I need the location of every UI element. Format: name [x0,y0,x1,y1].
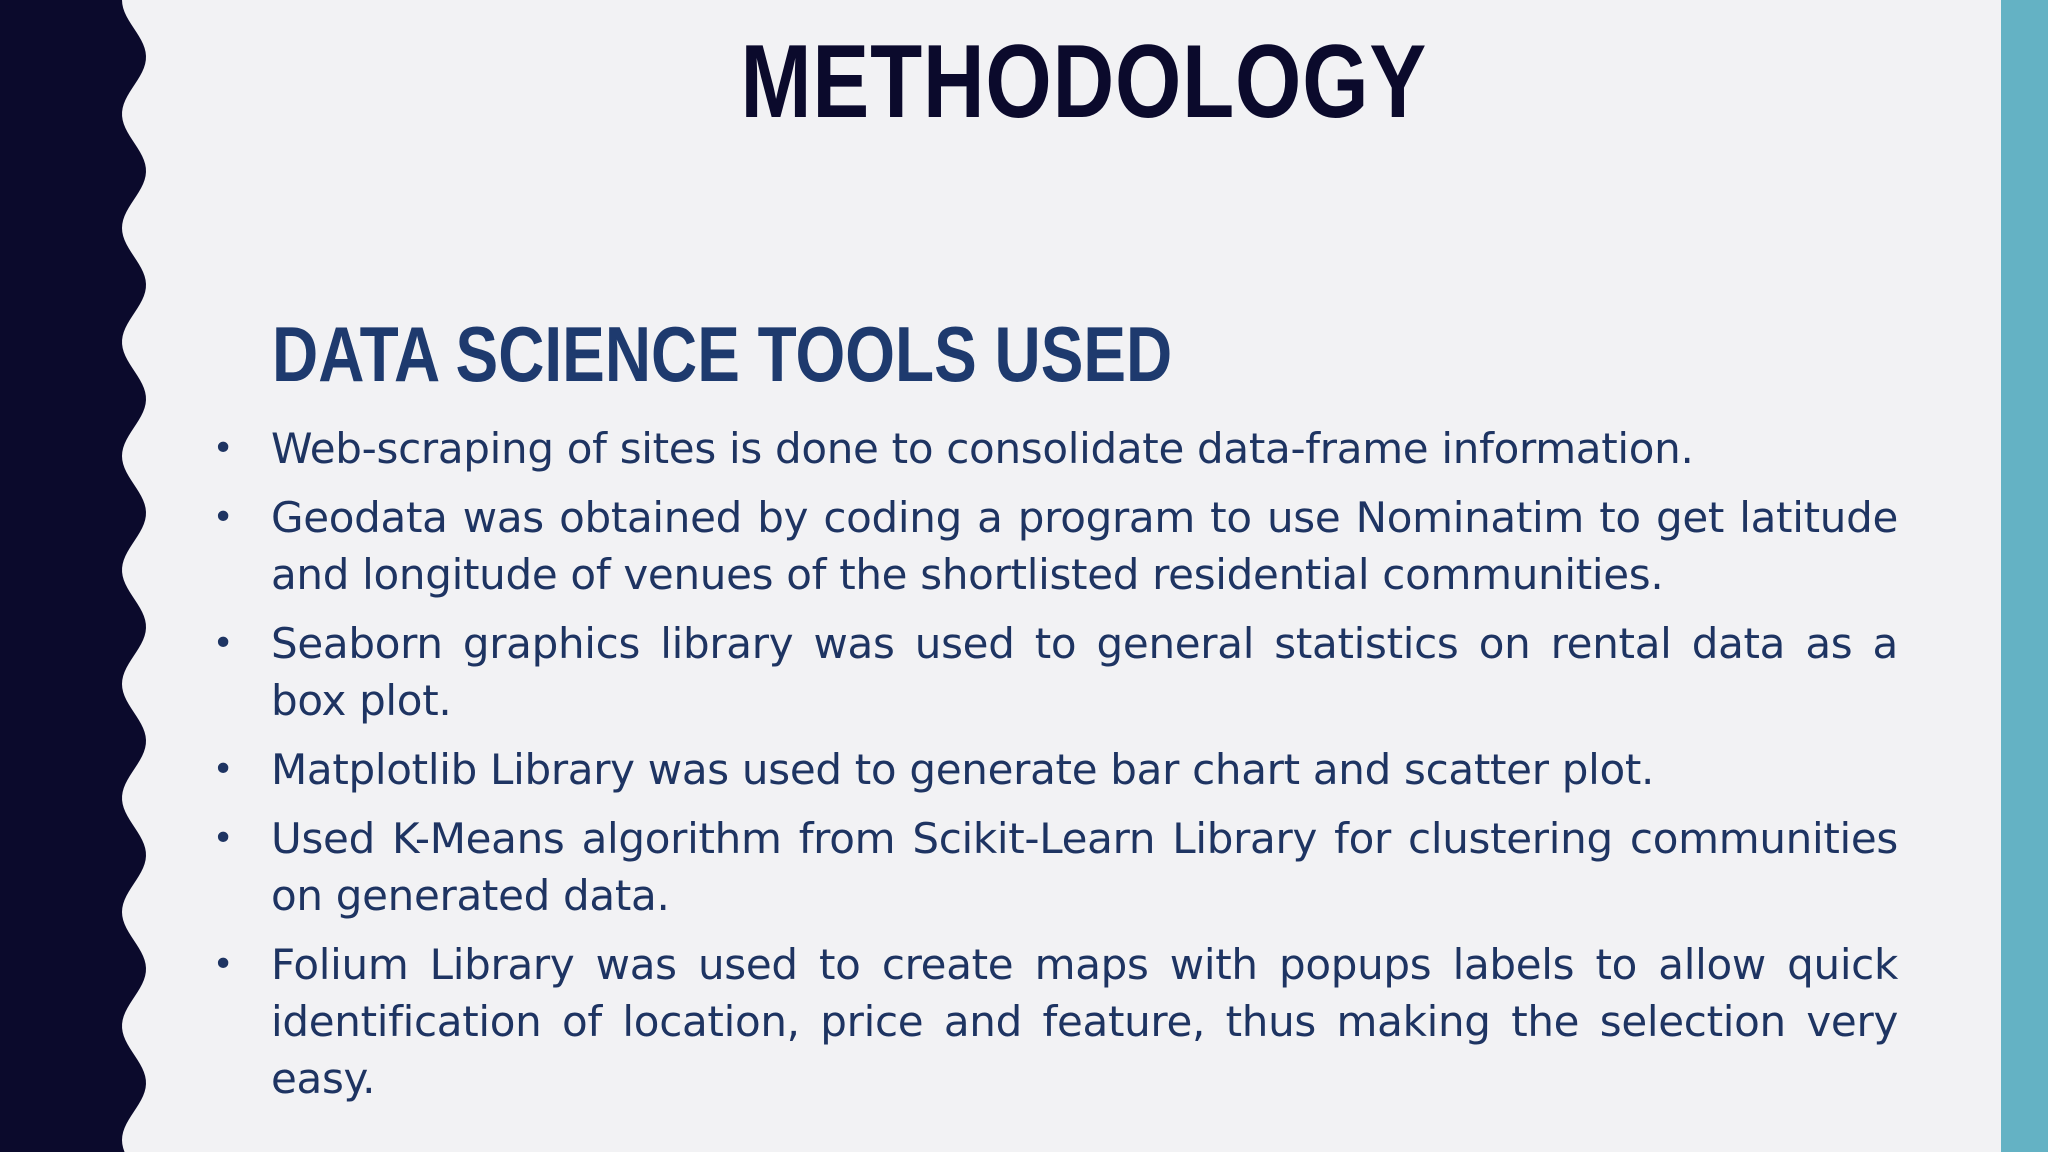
bullet-text: Folium Library was used to create maps with popups labels to allow quick identification of location, price and feature, thus making the selection very easy. [271,940,1898,1103]
list-item [208,936,1898,1107]
list-item [208,741,1898,798]
left-wave-decoration [0,0,160,1152]
bullet-icon: • [212,497,234,538]
list-item [208,489,1898,603]
bullet-text: Used K-Means algorithm from Scikit-Learn Library for clustering communities on generated data. [271,814,1898,920]
right-accent-band [2001,0,2048,1152]
section-heading: DATA SCIENCE TOOLS USED [272,310,1173,398]
bullet-text: Web-scraping of sites is done to consolidate data-frame information. [271,424,1694,473]
bullet-icon: • [212,623,234,664]
bullet-icon: • [212,944,234,985]
list-item [208,615,1898,729]
bullet-text: Matplotlib Library was used to generate bar chart and scatter plot. [271,745,1655,794]
bullet-text: Geodata was obtained by coding a program to use Nominatim to get latitude and longitude of venues of the shortlisted residential communities. [271,493,1898,599]
bullet-icon: • [212,749,234,790]
bullet-list [208,420,1898,1119]
list-item [208,810,1898,924]
bullet-icon: • [212,818,234,859]
bullet-icon: • [212,428,234,469]
bullet-text: Seaborn graphics library was used to general statistics on rental data as a box plot. [271,619,1898,725]
slide-title: METHODOLOGY [740,24,1428,140]
list-item [208,420,1898,477]
